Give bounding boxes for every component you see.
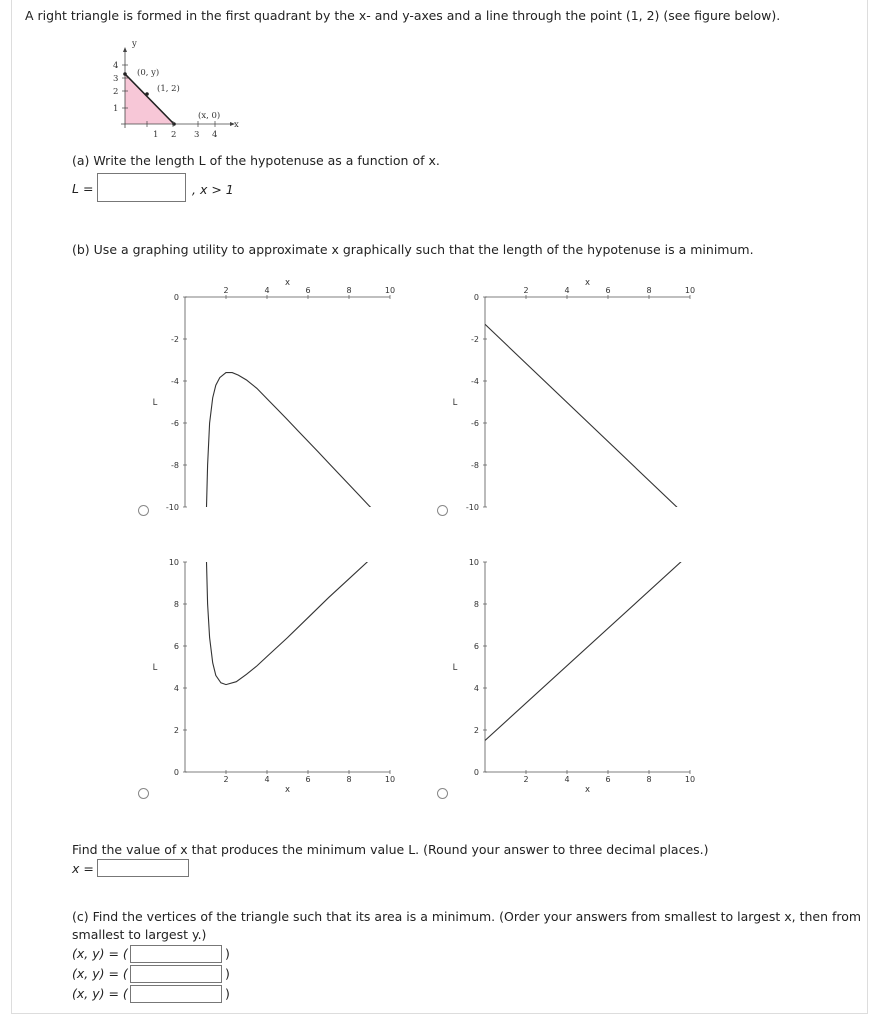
- option-1-y-label: L: [152, 398, 158, 408]
- option-3-y-label: L: [152, 663, 158, 673]
- option-1-y-tick-label: -10: [165, 503, 179, 512]
- svg-text:2: 2: [113, 87, 119, 97]
- point-12: [145, 92, 149, 96]
- svg-text:3: 3: [113, 74, 119, 84]
- svg-text:1: 1: [113, 104, 119, 114]
- vertex-3-input[interactable]: [130, 985, 222, 1003]
- option-4-x-tick-label: 10: [684, 775, 696, 784]
- option-1-y-tick-label: 0: [173, 293, 179, 302]
- option-3-y-tick-label: 6: [173, 642, 179, 651]
- option-3-y-tick-label: 0: [173, 768, 179, 777]
- part-a-label: L =: [72, 181, 94, 196]
- option-1-curve: [207, 373, 380, 517]
- label-x0: (x, 0): [198, 111, 221, 121]
- option-1-x-tick-label: 4: [264, 286, 270, 295]
- option-4-y-tick-label: 10: [468, 558, 479, 567]
- option-3-x-label: x: [284, 785, 291, 795]
- part-a-domain-note: , x > 1: [192, 182, 234, 197]
- vertex-2-close: ): [225, 966, 230, 981]
- option-3-x-tick-label: 6: [305, 775, 311, 784]
- part-c-prompt-line1: (c) Find the vertices of the triangle such that its area is a minimum. (Order your answers from smallest to largest x, then from: [72, 909, 862, 924]
- option-1-y-tick-label: -2: [171, 335, 179, 344]
- min-x-input[interactable]: [97, 859, 189, 877]
- option-4-x-label: x: [584, 785, 591, 795]
- vertex-1-close: ): [225, 946, 230, 961]
- option-1-y-tick-label: -8: [171, 461, 179, 470]
- option-1-x-tick-label: 6: [305, 286, 311, 295]
- vertex-3-close: ): [225, 986, 230, 1001]
- part-c-prompt-line2: smallest to largest y.): [72, 927, 207, 942]
- svg-text:3: 3: [194, 130, 200, 140]
- option-2-x-tick-label: 10: [684, 286, 696, 295]
- option-2-x-tick-label: 8: [646, 286, 652, 295]
- svg-text:1: 1: [153, 130, 159, 140]
- option-2-curve: [485, 324, 690, 519]
- option-3-x-tick-label: 4: [264, 775, 270, 784]
- option-4-x-tick-label: 4: [564, 775, 570, 784]
- option-2-x-tick-label: 4: [564, 286, 570, 295]
- option-1-x-label: x: [284, 278, 291, 288]
- option-2-y-label: L: [452, 398, 458, 408]
- option-1-x-tick-label: 10: [384, 286, 396, 295]
- option-4-x-tick-label: 2: [523, 775, 529, 784]
- figure-y-label: y: [132, 39, 137, 49]
- point-0y: [123, 72, 127, 76]
- option-4-curve: [485, 554, 690, 741]
- triangle-figure: [110, 38, 250, 142]
- part-b-find-prompt: Find the value of x that produces the minimum value L. (Round your answer to three decimal places.): [72, 842, 709, 857]
- option-3-curve: [207, 552, 380, 685]
- option-1-x-tick-label: 2: [223, 286, 229, 295]
- option-4-y-tick-label: 0: [473, 768, 479, 777]
- figure-x-label: x: [234, 120, 239, 130]
- option-4-y-tick-label: 6: [473, 642, 479, 651]
- part-b-prompt: (b) Use a graphing utility to approximate x graphically such that the length of the hypotenuse is a minimum.: [72, 242, 754, 257]
- graph-option-4: [445, 550, 715, 800]
- option-2-x-tick-label: 2: [523, 286, 529, 295]
- option-2-x-tick-label: 6: [605, 286, 611, 295]
- option-1-x-tick-label: 8: [346, 286, 352, 295]
- vertex-1-label: (x, y) = (: [72, 946, 128, 961]
- hypotenuse-function-input[interactable]: [97, 173, 186, 202]
- svg-text:4: 4: [113, 61, 119, 71]
- label-0y: (0, y): [137, 68, 160, 78]
- graph-option-1: [145, 275, 415, 520]
- option-4-y-tick-label: 4: [473, 684, 479, 693]
- option-2-x-label: x: [584, 278, 591, 288]
- graph-option-3: [145, 550, 415, 800]
- option-4-y-label: L: [452, 663, 458, 673]
- vertex-2-input[interactable]: [130, 965, 222, 983]
- option-4-x-tick-label: 6: [605, 775, 611, 784]
- part-a-prompt: (a) Write the length L of the hypotenuse as a function of x.: [72, 153, 440, 168]
- vertex-1-input[interactable]: [130, 945, 222, 963]
- vertex-3-label: (x, y) = (: [72, 986, 128, 1001]
- option-2-y-tick-label: 0: [473, 293, 479, 302]
- vertex-2-label: (x, y) = (: [72, 966, 128, 981]
- option-3-y-tick-label: 4: [173, 684, 179, 693]
- graph-option-2: [445, 275, 715, 520]
- option-3-y-tick-label: 2: [173, 726, 179, 735]
- intro-text: A right triangle is formed in the first quadrant by the x- and y-axes and a line through the point (1, 2) (see figure below).: [25, 8, 781, 23]
- option-3-x-tick-label: 10: [384, 775, 396, 784]
- option-2-y-tick-label: -4: [471, 377, 479, 386]
- option-1-y-tick-label: -6: [171, 419, 179, 428]
- svg-text:2: 2: [171, 130, 177, 140]
- part-b-label: x =: [72, 861, 94, 876]
- option-4-y-tick-label: 2: [473, 726, 479, 735]
- option-2-y-tick-label: -2: [471, 335, 479, 344]
- svg-text:4: 4: [212, 130, 218, 140]
- option-2-y-tick-label: -10: [465, 503, 479, 512]
- option-3-x-tick-label: 8: [346, 775, 352, 784]
- option-3-y-tick-label: 10: [168, 558, 179, 567]
- option-3-y-tick-label: 8: [173, 600, 179, 609]
- option-1-y-tick-label: -4: [171, 377, 179, 386]
- option-3-x-tick-label: 2: [223, 775, 229, 784]
- option-4-x-tick-label: 8: [646, 775, 652, 784]
- option-4-y-tick-label: 8: [473, 600, 479, 609]
- option-2-y-tick-label: -8: [471, 461, 479, 470]
- option-2-y-tick-label: -6: [471, 419, 479, 428]
- label-12: (1, 2): [157, 84, 180, 94]
